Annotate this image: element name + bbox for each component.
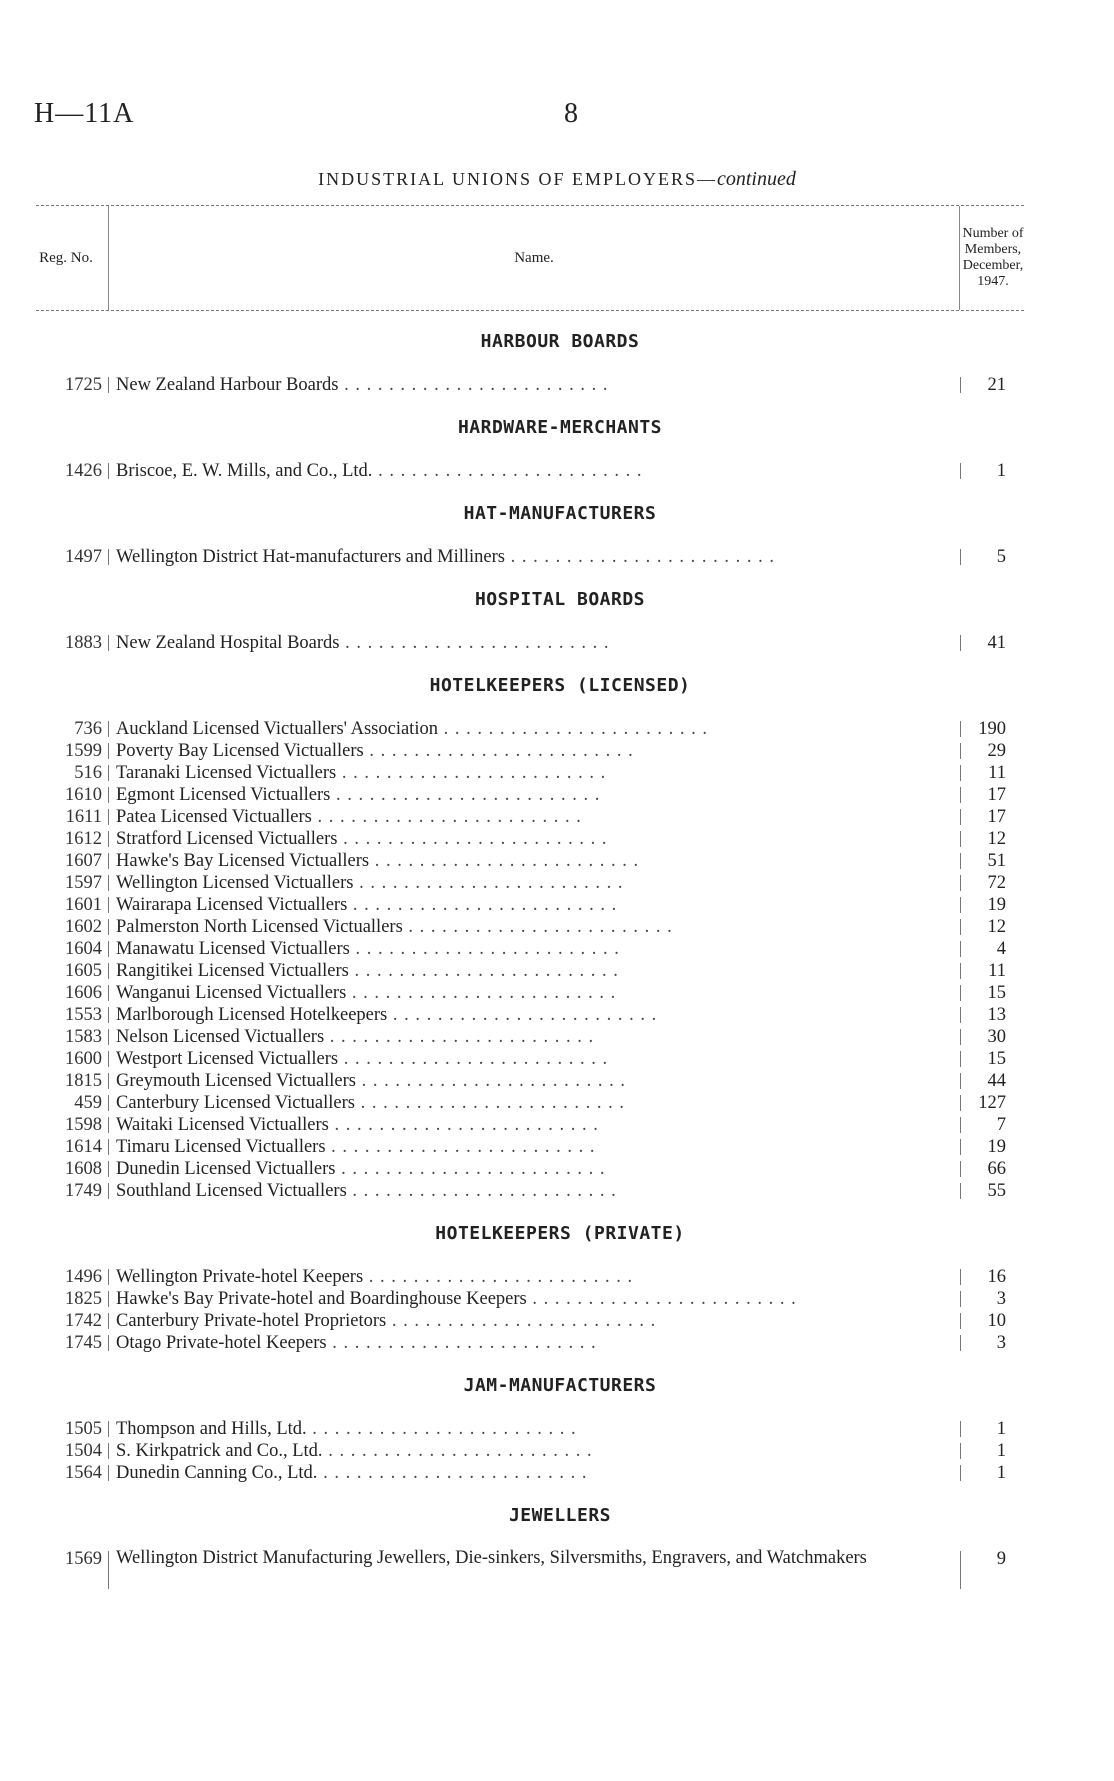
- union-name: Canterbury Licensed Victuallers: [116, 1093, 355, 1113]
- reg-number: 1749: [65, 1181, 102, 1201]
- column-rule: [108, 635, 109, 651]
- union-name-cell: [116, 982, 946, 1004]
- reg-number: 1426: [65, 461, 102, 481]
- union-name: Wellington Licensed Victuallers: [116, 873, 354, 893]
- column-rule: [108, 1443, 109, 1459]
- reg-number: 1600: [65, 1049, 102, 1069]
- column-rule: [108, 743, 109, 759]
- member-count: 1: [996, 461, 1006, 481]
- table-row: [36, 460, 1024, 482]
- section-rows: [36, 1266, 1024, 1354]
- reg-number: 1505: [65, 1419, 102, 1439]
- union-name-cell: [116, 1070, 946, 1092]
- column-rule: [108, 377, 109, 393]
- dot-leader: . . . . . . . . . . . . . . . . . . . . . . . .: [402, 917, 673, 937]
- table-row: [36, 374, 1024, 396]
- member-count: 55: [987, 1181, 1006, 1201]
- union-name: Waitaki Licensed Victuallers: [116, 1115, 329, 1135]
- column-rule: [960, 1269, 961, 1285]
- union-name-cell: [116, 1180, 946, 1202]
- column-rule: [960, 831, 961, 847]
- union-name-cell: [116, 1548, 952, 1569]
- section-rows: [36, 374, 1024, 396]
- table-row: [36, 1266, 1024, 1288]
- union-name: Taranaki Licensed Victuallers: [116, 763, 337, 783]
- section-heading: HOTELKEEPERS (LICENSED): [429, 675, 691, 696]
- union-name-cell: [116, 718, 946, 740]
- reg-number: 1606: [65, 983, 102, 1003]
- union-name-cell: [116, 1288, 946, 1310]
- column-rule: [960, 1095, 961, 1111]
- column-rule: [960, 1051, 961, 1067]
- union-name-cell: [116, 1136, 946, 1158]
- column-rule: [960, 1117, 961, 1133]
- reg-number: 1815: [65, 1071, 102, 1091]
- union-name-cell: [116, 1462, 946, 1484]
- column-rule: [108, 721, 109, 737]
- dot-leader: . . . . . . . . . . . . . . . . . . . . . . . .: [354, 1093, 625, 1113]
- table-row: [36, 1310, 1024, 1332]
- column-rule: [108, 1051, 109, 1067]
- section-heading: HARDWARE-MERCHANTS: [457, 417, 663, 438]
- column-rule: [960, 1465, 961, 1481]
- reg-number: 1608: [65, 1159, 102, 1179]
- union-name: Egmont Licensed Victuallers: [116, 785, 331, 805]
- reg-number: 516: [74, 763, 102, 783]
- column-rule: [960, 963, 961, 979]
- table-row: [36, 982, 1024, 1004]
- dot-leader: . . . . . . . . . . . . . . . . . . . . . . . .: [346, 1181, 617, 1201]
- dot-leader: . . . . . . . . . . . . . . . . . . . . . . . .: [337, 829, 608, 849]
- page-number: 8: [564, 98, 578, 129]
- union-name: Patea Licensed Victuallers: [116, 807, 312, 827]
- union-name-cell: [116, 960, 946, 982]
- member-count: 9: [996, 1549, 1006, 1569]
- table-row: [36, 632, 1024, 654]
- union-name: Briscoe, E. W. Mills, and Co., Ltd.: [116, 461, 373, 481]
- member-count: 127: [978, 1093, 1006, 1113]
- dot-leader: . . . . . . . . . . . . . . . . . . . . . . . .: [311, 807, 582, 827]
- dot-leader: . . . . . . . . . . . . . . . . . . . . . . . .: [353, 873, 624, 893]
- union-name: Wellington District Manufacturing Jewellers, Die-sinkers, Silversmiths, Engravers, and Watchmakers: [116, 1548, 867, 1568]
- column-rule: [960, 809, 961, 825]
- running-head: [34, 98, 1084, 132]
- dot-leader: . . . . . . . . . . . . . . . . . . . . . . . .: [347, 895, 618, 915]
- union-name-cell: [116, 938, 946, 960]
- section-heading: JAM-MANUFACTURERS: [463, 1375, 657, 1396]
- reg-number: 1605: [65, 961, 102, 981]
- union-name: Timaru Licensed Victuallers: [116, 1137, 326, 1157]
- column-rule: [960, 1007, 961, 1023]
- section-rows: [36, 1548, 1024, 1592]
- table-row: [36, 1462, 1024, 1484]
- column-rule: [960, 1313, 961, 1329]
- union-name-cell: [116, 850, 946, 872]
- union-name-cell: [116, 894, 946, 916]
- column-rule: [960, 919, 961, 935]
- union-name-cell: [116, 1114, 946, 1136]
- section-heading: HOTELKEEPERS (PRIVATE): [435, 1223, 685, 1244]
- dot-leader: . . . . . . . . . . . . . . . . . . . . . . . .: [317, 1463, 588, 1483]
- union-name: Wanganui Licensed Victuallers: [116, 983, 347, 1003]
- union-name: Greymouth Licensed Victuallers: [116, 1071, 357, 1091]
- table-row: [36, 1288, 1024, 1310]
- column-rule: [108, 549, 109, 565]
- union-name: Dunedin Canning Co., Ltd.: [116, 1463, 318, 1483]
- reg-number: 1597: [65, 873, 102, 893]
- member-count: 72: [987, 873, 1006, 893]
- column-rule: [108, 1465, 109, 1481]
- union-name-cell: [116, 784, 946, 806]
- column-rule: [108, 1183, 109, 1199]
- table-title-continued: continued: [716, 168, 796, 190]
- dot-leader: . . . . . . . . . . . . . . . . . . . . . . . .: [386, 1311, 657, 1331]
- union-name-cell: [116, 1310, 946, 1332]
- table-row: [36, 762, 1024, 784]
- column-rule: [960, 463, 961, 479]
- column-rule: [960, 635, 961, 651]
- column-rule: [960, 875, 961, 891]
- column-rule: [960, 1291, 961, 1307]
- table-row: [36, 1092, 1024, 1114]
- table-title-main: INDUSTRIAL UNIONS OF EMPLOYERS—: [318, 169, 717, 189]
- table-row: [36, 872, 1024, 894]
- reg-number: 459: [74, 1093, 102, 1113]
- union-name-cell: [116, 1266, 946, 1288]
- dot-leader: . . . . . . . . . . . . . . . . . . . . . . . .: [356, 1071, 627, 1091]
- union-name: Canterbury Private-hotel Proprietors: [116, 1311, 387, 1331]
- union-name: Rangitikei Licensed Victuallers: [116, 961, 349, 981]
- table-row: [36, 718, 1024, 740]
- column-rule: [960, 377, 961, 393]
- dot-leader: . . . . . . . . . . . . . . . . . . . . . . . .: [322, 1441, 593, 1461]
- column-rule: [108, 1029, 109, 1045]
- member-count: 1: [996, 1419, 1006, 1439]
- union-name-cell: [116, 1158, 946, 1180]
- member-count: 17: [987, 785, 1006, 805]
- union-name-cell: [116, 762, 946, 784]
- reg-number: 1598: [65, 1115, 102, 1135]
- dot-leader: . . . . . . . . . . . . . . . . . . . . . . . .: [369, 851, 640, 871]
- union-name-cell: [116, 916, 946, 938]
- column-rule: [108, 1551, 109, 1589]
- header-name: Name.: [108, 206, 960, 310]
- member-count: 10: [987, 1311, 1006, 1331]
- dot-leader: . . . . . . . . . . . . . . . . . . . . . . . .: [306, 1419, 577, 1439]
- dot-leader: . . . . . . . . . . . . . . . . . . . . . . . .: [339, 633, 610, 653]
- column-rule: [108, 897, 109, 913]
- reg-number: 1725: [65, 375, 102, 395]
- member-count: 19: [987, 895, 1006, 915]
- union-name-cell: [116, 1004, 946, 1026]
- column-rule: [960, 1183, 961, 1199]
- reg-number: 1599: [65, 741, 102, 761]
- table-row: [36, 1070, 1024, 1092]
- dot-leader: . . . . . . . . . . . . . . . . . . . . . . . .: [526, 1289, 797, 1309]
- table-row: [36, 784, 1024, 806]
- union-name: Wellington District Hat-manufacturers and Milliners: [116, 547, 505, 567]
- member-count: 12: [987, 917, 1006, 937]
- union-name: Dunedin Licensed Victuallers: [116, 1159, 336, 1179]
- reg-number: 1583: [65, 1027, 102, 1047]
- union-name-cell: [116, 1440, 946, 1462]
- reg-number: 1504: [65, 1441, 102, 1461]
- reg-number: 1569: [65, 1549, 102, 1569]
- table-row: [36, 1026, 1024, 1048]
- dot-leader: . . . . . . . . . . . . . . . . . . . . . . . .: [363, 741, 634, 761]
- reg-number: 1497: [65, 547, 102, 567]
- union-name: Otago Private-hotel Keepers: [116, 1333, 327, 1353]
- column-rule: [960, 1139, 961, 1155]
- column-rule: [960, 941, 961, 957]
- reg-number: 1607: [65, 851, 102, 871]
- member-count: 3: [996, 1289, 1006, 1309]
- member-count: 30: [987, 1027, 1006, 1047]
- column-rule: [960, 985, 961, 1001]
- member-count: 3: [996, 1333, 1006, 1353]
- column-rule: [108, 787, 109, 803]
- member-count: 1: [996, 1463, 1006, 1483]
- column-rule: [960, 1443, 961, 1459]
- table-row: [36, 1440, 1024, 1462]
- column-rule: [960, 549, 961, 565]
- column-rule: [108, 1139, 109, 1155]
- table-row: [36, 740, 1024, 762]
- column-rule: [108, 941, 109, 957]
- union-name: Southland Licensed Victuallers: [116, 1181, 347, 1201]
- dot-leader: . . . . . . . . . . . . . . . . . . . . . . . .: [348, 961, 619, 981]
- reg-number: 736: [74, 719, 102, 739]
- table-row: [36, 960, 1024, 982]
- dot-leader: . . . . . . . . . . . . . . . . . . . . . . . .: [326, 1333, 597, 1353]
- reg-number: 1742: [65, 1311, 102, 1331]
- union-name-cell: [116, 872, 946, 894]
- union-name-cell: [116, 806, 946, 828]
- section-rows: [36, 1418, 1024, 1484]
- column-rule: [108, 1313, 109, 1329]
- union-name: New Zealand Harbour Boards: [116, 375, 339, 395]
- union-name: Wellington Private-hotel Keepers: [116, 1267, 364, 1287]
- header-reg-no: Reg. No.: [39, 249, 93, 266]
- table-row: [36, 1004, 1024, 1026]
- reg-number: 1611: [65, 807, 102, 827]
- table-row: [36, 1418, 1024, 1440]
- member-count: 11: [988, 763, 1006, 783]
- union-name: Thompson and Hills, Ltd.: [116, 1419, 307, 1439]
- dot-leader: . . . . . . . . . . . . . . . . . . . . . . . .: [338, 375, 609, 395]
- reg-number: 1564: [65, 1463, 102, 1483]
- member-count: 1: [996, 1441, 1006, 1461]
- column-rule: [108, 1161, 109, 1177]
- column-rule: [108, 1007, 109, 1023]
- member-count: 51: [987, 851, 1006, 871]
- dot-leader: . . . . . . . . . . . . . . . . . . . . . . . .: [324, 1027, 595, 1047]
- column-rule: [960, 1161, 961, 1177]
- union-name-cell: [116, 374, 946, 396]
- reg-number: 1745: [65, 1333, 102, 1353]
- column-rule: [960, 1073, 961, 1089]
- header-members: Number of Members, December, 1947.: [962, 226, 1024, 289]
- union-name: Hawke's Bay Licensed Victuallers: [116, 851, 370, 871]
- column-rule: [960, 721, 961, 737]
- member-count: 44: [987, 1071, 1006, 1091]
- member-count: 66: [987, 1159, 1006, 1179]
- dot-leader: . . . . . . . . . . . . . . . . . . . . . . . .: [330, 785, 601, 805]
- table-row: [36, 850, 1024, 872]
- table-row: [36, 1158, 1024, 1180]
- union-name: Marlborough Licensed Hotelkeepers: [116, 1005, 388, 1025]
- table-row: [36, 1332, 1024, 1354]
- table-row: [36, 1136, 1024, 1158]
- table-row: [36, 938, 1024, 960]
- table-row: [36, 546, 1024, 568]
- column-rule: [960, 1551, 961, 1589]
- member-count: 11: [988, 961, 1006, 981]
- section-rows: [36, 546, 1024, 568]
- union-name: Nelson Licensed Victuallers: [116, 1027, 325, 1047]
- union-name-cell: [116, 632, 946, 654]
- section-heading: HOSPITAL BOARDS: [474, 589, 646, 610]
- union-name: Hawke's Bay Private-hotel and Boardinghouse Keepers: [116, 1289, 527, 1309]
- member-count: 12: [987, 829, 1006, 849]
- table-row: [36, 894, 1024, 916]
- table-title: [0, 168, 1114, 191]
- union-name: Westport Licensed Victuallers: [116, 1049, 339, 1069]
- column-rule: [108, 1073, 109, 1089]
- column-rule: [108, 1335, 109, 1351]
- column-rule: [960, 853, 961, 869]
- reg-number: 1883: [65, 633, 102, 653]
- dot-leader: . . . . . . . . . . . . . . . . . . . . . . . .: [336, 763, 607, 783]
- column-rule: [108, 765, 109, 781]
- union-name: New Zealand Hospital Boards: [116, 633, 340, 653]
- column-rule: [108, 1291, 109, 1307]
- page-reference: H—11A: [34, 98, 135, 129]
- dot-leader: . . . . . . . . . . . . . . . . . . . . . . . .: [387, 1005, 658, 1025]
- union-name: Palmerston North Licensed Victuallers: [116, 917, 403, 937]
- dot-leader: . . . . . . . . . . . . . . . . . . . . . . . .: [437, 719, 708, 739]
- union-name: Manawatu Licensed Victuallers: [116, 939, 350, 959]
- reg-number: 1602: [65, 917, 102, 937]
- union-name: Stratford Licensed Victuallers: [116, 829, 338, 849]
- section-heading: JEWELLERS: [508, 1505, 612, 1526]
- column-rule: [960, 1421, 961, 1437]
- section-rows: [36, 632, 1024, 654]
- member-count: 16: [987, 1267, 1006, 1287]
- column-rule: [108, 985, 109, 1001]
- member-count: 15: [987, 983, 1006, 1003]
- union-name: Wairarapa Licensed Victuallers: [116, 895, 348, 915]
- table-header: [36, 205, 1024, 311]
- member-count: 4: [996, 939, 1006, 959]
- dot-leader: . . . . . . . . . . . . . . . . . . . . . . . .: [349, 939, 620, 959]
- member-count: 41: [987, 633, 1006, 653]
- member-count: 19: [987, 1137, 1006, 1157]
- dot-leader: . . . . . . . . . . . . . . . . . . . . . . . .: [328, 1115, 599, 1135]
- union-name-cell: [116, 546, 946, 568]
- union-name-cell: [116, 1026, 946, 1048]
- dot-leader: . . . . . . . . . . . . . . . . . . . . . . . .: [346, 983, 617, 1003]
- table-row: [36, 806, 1024, 828]
- member-count: 13: [987, 1005, 1006, 1025]
- table-row: [36, 1114, 1024, 1136]
- reg-number: 1553: [65, 1005, 102, 1025]
- column-rule: [108, 875, 109, 891]
- member-count: 15: [987, 1049, 1006, 1069]
- column-rule: [960, 897, 961, 913]
- reg-number: 1825: [65, 1289, 102, 1309]
- column-rule: [108, 831, 109, 847]
- member-count: 7: [996, 1115, 1006, 1135]
- dot-leader: . . . . . . . . . . . . . . . . . . . . . . . .: [372, 461, 643, 481]
- union-name-cell: [116, 828, 946, 850]
- member-count: 190: [978, 719, 1006, 739]
- table-row: [36, 1048, 1024, 1070]
- reg-number: 1614: [65, 1137, 102, 1157]
- member-count: 17: [987, 807, 1006, 827]
- dot-leader: . . . . . . . . . . . . . . . . . . . . . . . .: [338, 1049, 609, 1069]
- table-row: [36, 916, 1024, 938]
- reg-number: 1601: [65, 895, 102, 915]
- reg-number: 1604: [65, 939, 102, 959]
- section-heading: HARBOUR BOARDS: [480, 331, 640, 352]
- table-row: [36, 828, 1024, 850]
- column-rule: [108, 853, 109, 869]
- union-name: Auckland Licensed Victuallers' Association: [116, 719, 438, 739]
- table-row: [36, 1180, 1024, 1202]
- union-name: Poverty Bay Licensed Victuallers: [116, 741, 364, 761]
- table-body: [36, 310, 1024, 1592]
- column-rule: [960, 787, 961, 803]
- column-rule: [960, 743, 961, 759]
- dot-leader: . . . . . . . . . . . . . . . . . . . . . . . .: [325, 1137, 596, 1157]
- column-rule: [960, 1029, 961, 1045]
- reg-number: 1610: [65, 785, 102, 805]
- member-count: 21: [987, 375, 1006, 395]
- dot-leader: . . . . . . . . . . . . . . . . . . . . . . . .: [335, 1159, 606, 1179]
- section-rows: [36, 460, 1024, 482]
- section-heading: HAT-MANUFACTURERS: [463, 503, 657, 524]
- dot-leader: . . . . . . . . . . . . . . . . . . . . . . . .: [363, 1267, 634, 1287]
- table-row: [36, 1548, 1024, 1592]
- reg-number: 1496: [65, 1267, 102, 1287]
- union-name: S. Kirkpatrick and Co., Ltd.: [116, 1441, 323, 1461]
- column-rule: [108, 1269, 109, 1285]
- section-rows: [36, 718, 1024, 1202]
- union-name-cell: [116, 740, 946, 762]
- member-count: 29: [987, 741, 1006, 761]
- column-rule: [960, 1335, 961, 1351]
- union-name-cell: [116, 460, 946, 482]
- member-count: 5: [996, 547, 1006, 567]
- column-rule: [108, 1421, 109, 1437]
- column-rule: [108, 463, 109, 479]
- union-name-cell: [116, 1048, 946, 1070]
- column-rule: [108, 963, 109, 979]
- column-rule: [108, 809, 109, 825]
- dot-leader: . . . . . . . . . . . . . . . . . . . . . . . .: [504, 547, 775, 567]
- column-rule: [108, 1095, 109, 1111]
- union-name-cell: [116, 1332, 946, 1354]
- column-rule: [960, 765, 961, 781]
- reg-number: 1612: [65, 829, 102, 849]
- union-name-cell: [116, 1418, 946, 1440]
- column-rule: [108, 1117, 109, 1133]
- union-name-cell: [116, 1092, 946, 1114]
- column-rule: [108, 919, 109, 935]
